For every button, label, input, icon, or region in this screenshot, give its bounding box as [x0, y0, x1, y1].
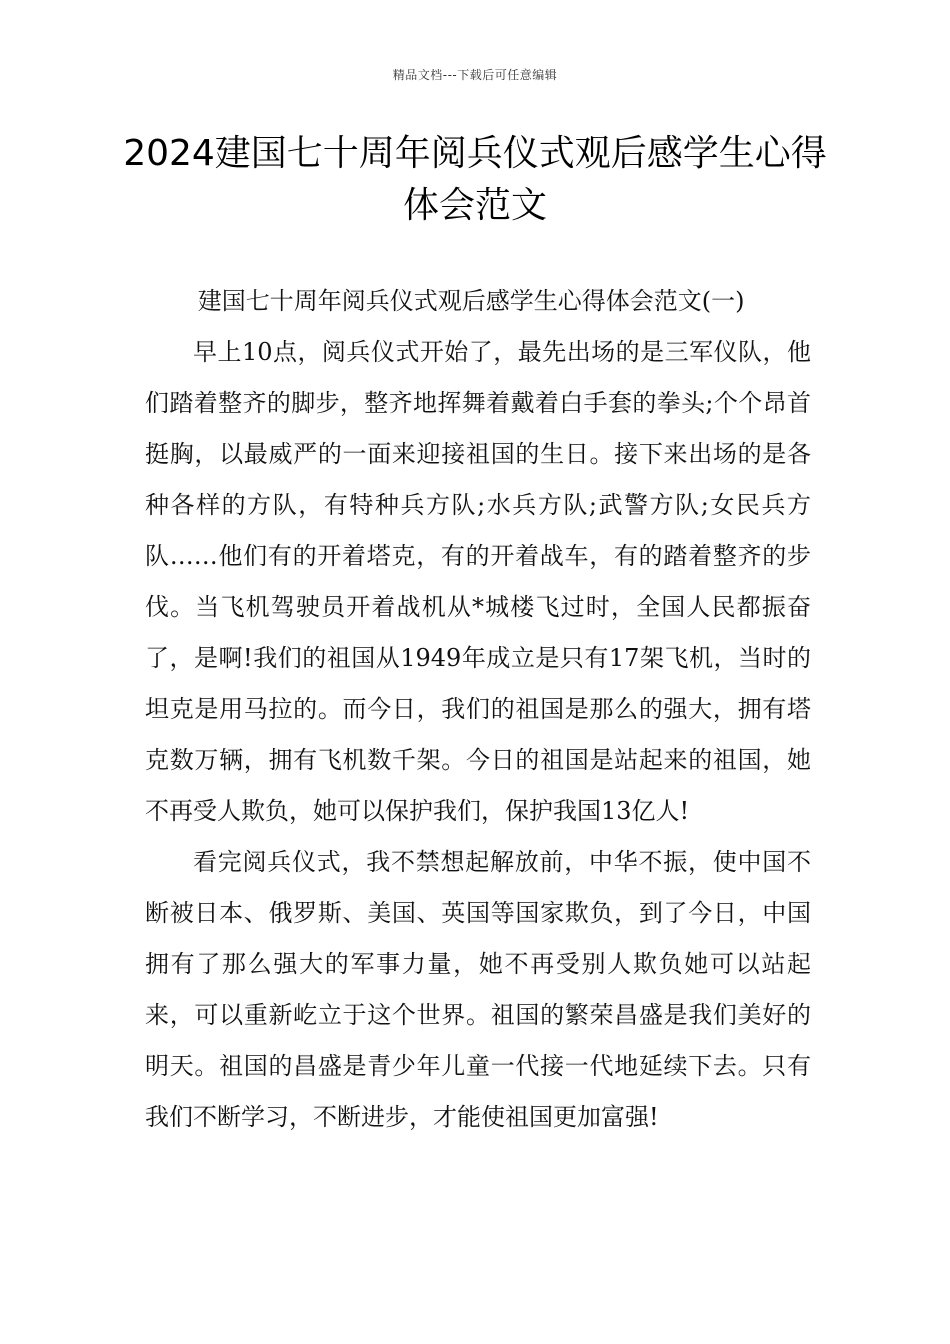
header-note: 精品文档---下载后可任意编辑	[392, 68, 558, 82]
body-paragraph-2: 看完阅兵仪式，我不禁想起解放前，中华不振，使中国不断被日本、俄罗斯、美国、英国等国家欺负，到了今日，中国拥有了那么强大的军事力量，她不再受别人欺负她可以站起来，可以重新屹立于这个世界。祖国的繁荣昌盛是我们美好的明天。祖国的昌盛是青少年儿童一代接一代地延续下去。只有我们不断学习，不断进步，才能使祖国更加富强!	[145, 848, 811, 1131]
section-heading: 建国七十周年阅兵仪式观后感学生心得体会范文(一)	[197, 287, 745, 315]
document-title: 2024建国七十周年阅兵仪式观后感学生心得体会范文	[123, 133, 827, 226]
body-paragraph-1: 早上10点，阅兵仪式开始了，最先出场的是三军仪队，他们踏着整齐的脚步，整齐地挥舞着戴着白手套的拳头;个个昂首挺胸，以最威严的一面来迎接祖国的生日。接下来出场的是各种各样的方队，有特种兵方队;水兵方队;武警方队;女民兵方队……他们有的开着塔克，有的开着战车，有的踏着整齐的步伐。当飞机驾驶员开着战机从*城楼飞过时，全国人民都振奋了，是啊!我们的祖国从1949年成立是只有17架飞机，当时的坦克是用马拉的。而今日，我们的祖国是那么的强大，拥有塔克数万辆，拥有飞机数千架。今日的祖国是站起来的祖国，她不再受人欺负，她可以保护我们，保护我国13亿人!	[145, 338, 811, 825]
document-body	[145, 276, 811, 1143]
